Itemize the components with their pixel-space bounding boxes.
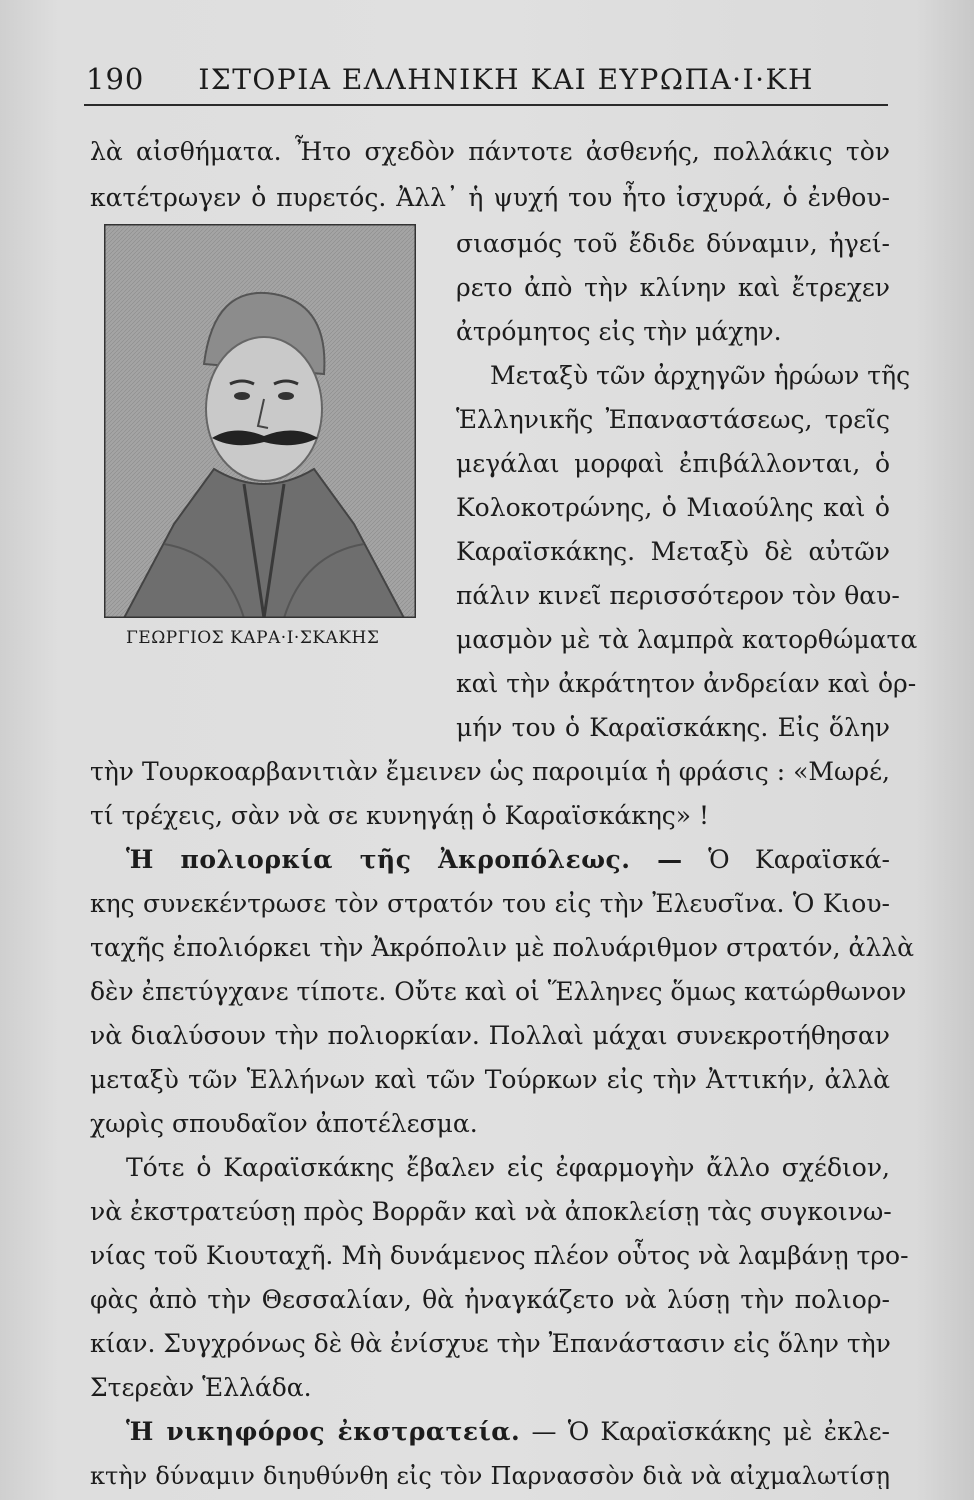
text-line: μεταξὺ τῶν Ἑλλήνων καὶ τῶν Τούρκων εἰς τὴν Ἀττικήν, ἀλλὰ — [90, 1065, 890, 1094]
text-line: κίαν. Συγχρόνως δὲ θὰ ἐνίσχυε τὴν Ἐπανάστασιν εἰς ὅλην τὴν — [90, 1329, 891, 1358]
text-line: νὰ ἐκστρατεύσῃ πρὸς Βορρᾶν καὶ νὰ ἀποκλείσῃ τὰς συγκοινω- — [90, 1197, 892, 1226]
text-line: πάλιν κινεῖ περισσότερον τὸν θαυ- — [456, 581, 900, 610]
section-heading: Ἡ πολιορκία τῆς Ἀκροπόλεως. — — [126, 845, 683, 874]
text-line: νὰ διαλύσουν τὴν πολιορκίαν. Πολλαὶ μάχαι συνεκροτήθησαν — [90, 1021, 890, 1050]
text-line: σιασμός τοῦ ἔδιδε δύναμιν, ἠγεί- — [456, 229, 890, 258]
page-number: 190 — [86, 62, 145, 96]
text-line: κης συνεκέντρωσε τὸν στρατόν του εἰς τὴν Ἐλευσῖνα. Ὁ Κιου- — [90, 889, 890, 918]
portrait-image — [104, 224, 416, 618]
text-line: ταχῆς ἐπολιόρκει τὴν Ἀκρόπολιν μὲ πολυάριθμον στρατόν, ἀλλὰ — [90, 933, 914, 962]
section-heading-line — [126, 842, 890, 878]
text-line: κατέτρωγεν ὁ πυρετός. Ἀλλ᾽ ἡ ψυχή του ἦτο ἰσχυρά, ὁ ἐνθου- — [90, 183, 890, 212]
text-fragment: Ὁ Καραϊσκά- — [708, 845, 890, 874]
text-line: Τότε ὁ Καραϊσκάκης ἔβαλεν εἰς ἐφαρμογὴν ἄλλο σχέδιον, — [126, 1153, 890, 1182]
text-line: φὰς ἀπὸ τὴν Θεσσαλίαν, θὰ ἠναγκάζετο νὰ λύσῃ τὴν πολιορ- — [90, 1285, 890, 1314]
text-line: τὴν Τουρκοαρβανιτιὰν ἔμεινεν ὡς παροιμία ἡ φράσις : «Μωρέ, — [90, 757, 890, 786]
text-line: κτὴν δύναμιν διηυθύνθη εἰς τὸν Παρνασσὸν διὰ νὰ αἰχμαλωτίσῃ — [90, 1462, 890, 1490]
text-line: νίας τοῦ Κιουταχῆ. Μὴ δυνάμενος πλέον οὗτος νὰ λαμβάνῃ τρο- — [90, 1241, 909, 1270]
text-line: δὲν ἐπετύγχανε τίποτε. Οὔτε καὶ οἱ Ἕλληνες ὅμως κατώρθωνον — [90, 977, 907, 1006]
section-heading: Ἡ νικηφόρος ἐκστρατεία. — [126, 1417, 521, 1446]
text-fragment: — Ὁ Καραϊσκάκης μὲ ἐκλε- — [531, 1417, 890, 1446]
text-line: ἀτρόμητος εἰς τὴν μάχην. — [456, 317, 782, 346]
text-line: Ἑλληνικῆς Ἐπαναστάσεως, τρεῖς — [456, 405, 890, 434]
text-line: λὰ αἰσθήματα. Ἦτο σχεδὸν πάντοτε ἀσθενής, πολλάκις τὸν — [90, 137, 890, 166]
text-line: χωρὶς σπουδαῖον ἀποτέλεσμα. — [90, 1109, 478, 1138]
text-line: Καραϊσκάκης. Μεταξὺ δὲ αὐτῶν — [456, 537, 890, 566]
text-line: Κολοκοτρώνης, ὁ Μιαούλης καὶ ὁ — [456, 493, 890, 522]
text-line: καὶ τὴν ἀκράτητον ἀνδρείαν καὶ ὁρ- — [456, 669, 917, 698]
text-line: μεγάλαι μορφαὶ ἐπιβάλλονται, ὁ — [456, 449, 890, 478]
text-line: μασμὸν μὲ τὰ λαμπρὰ κατορθώματα — [456, 625, 918, 654]
page-header — [86, 62, 886, 106]
header-rule — [84, 104, 888, 106]
section-heading-line — [126, 1414, 890, 1450]
running-title: ΙΣΤΟΡΙΑ ΕΛΛΗΝΙΚΗ ΚΑΙ ΕΥΡΩΠΑ·Ι·ΚΗ — [198, 63, 814, 96]
portrait-caption: ΓΕΩΡΓΙΟΣ ΚΑΡΑ·Ι·ΣΚΑΚΗΣ — [126, 628, 380, 648]
text-line: μήν του ὁ Καραϊσκάκης. Εἰς ὅλην — [456, 713, 890, 742]
portrait-illustration — [104, 224, 416, 618]
text-line: Στερεὰν Ἑλλάδα. — [90, 1373, 312, 1402]
text-line: ρετο ἀπὸ τὴν κλίνην καὶ ἔτρεχεν — [456, 273, 890, 302]
text-line: Μεταξὺ τῶν ἀρχηγῶν ἡρώων τῆς — [490, 361, 911, 390]
text-line: τί τρέχεις, σὰν νὰ σε κυνηγάῃ ὁ Καραϊσκάκης» ! — [90, 801, 710, 830]
